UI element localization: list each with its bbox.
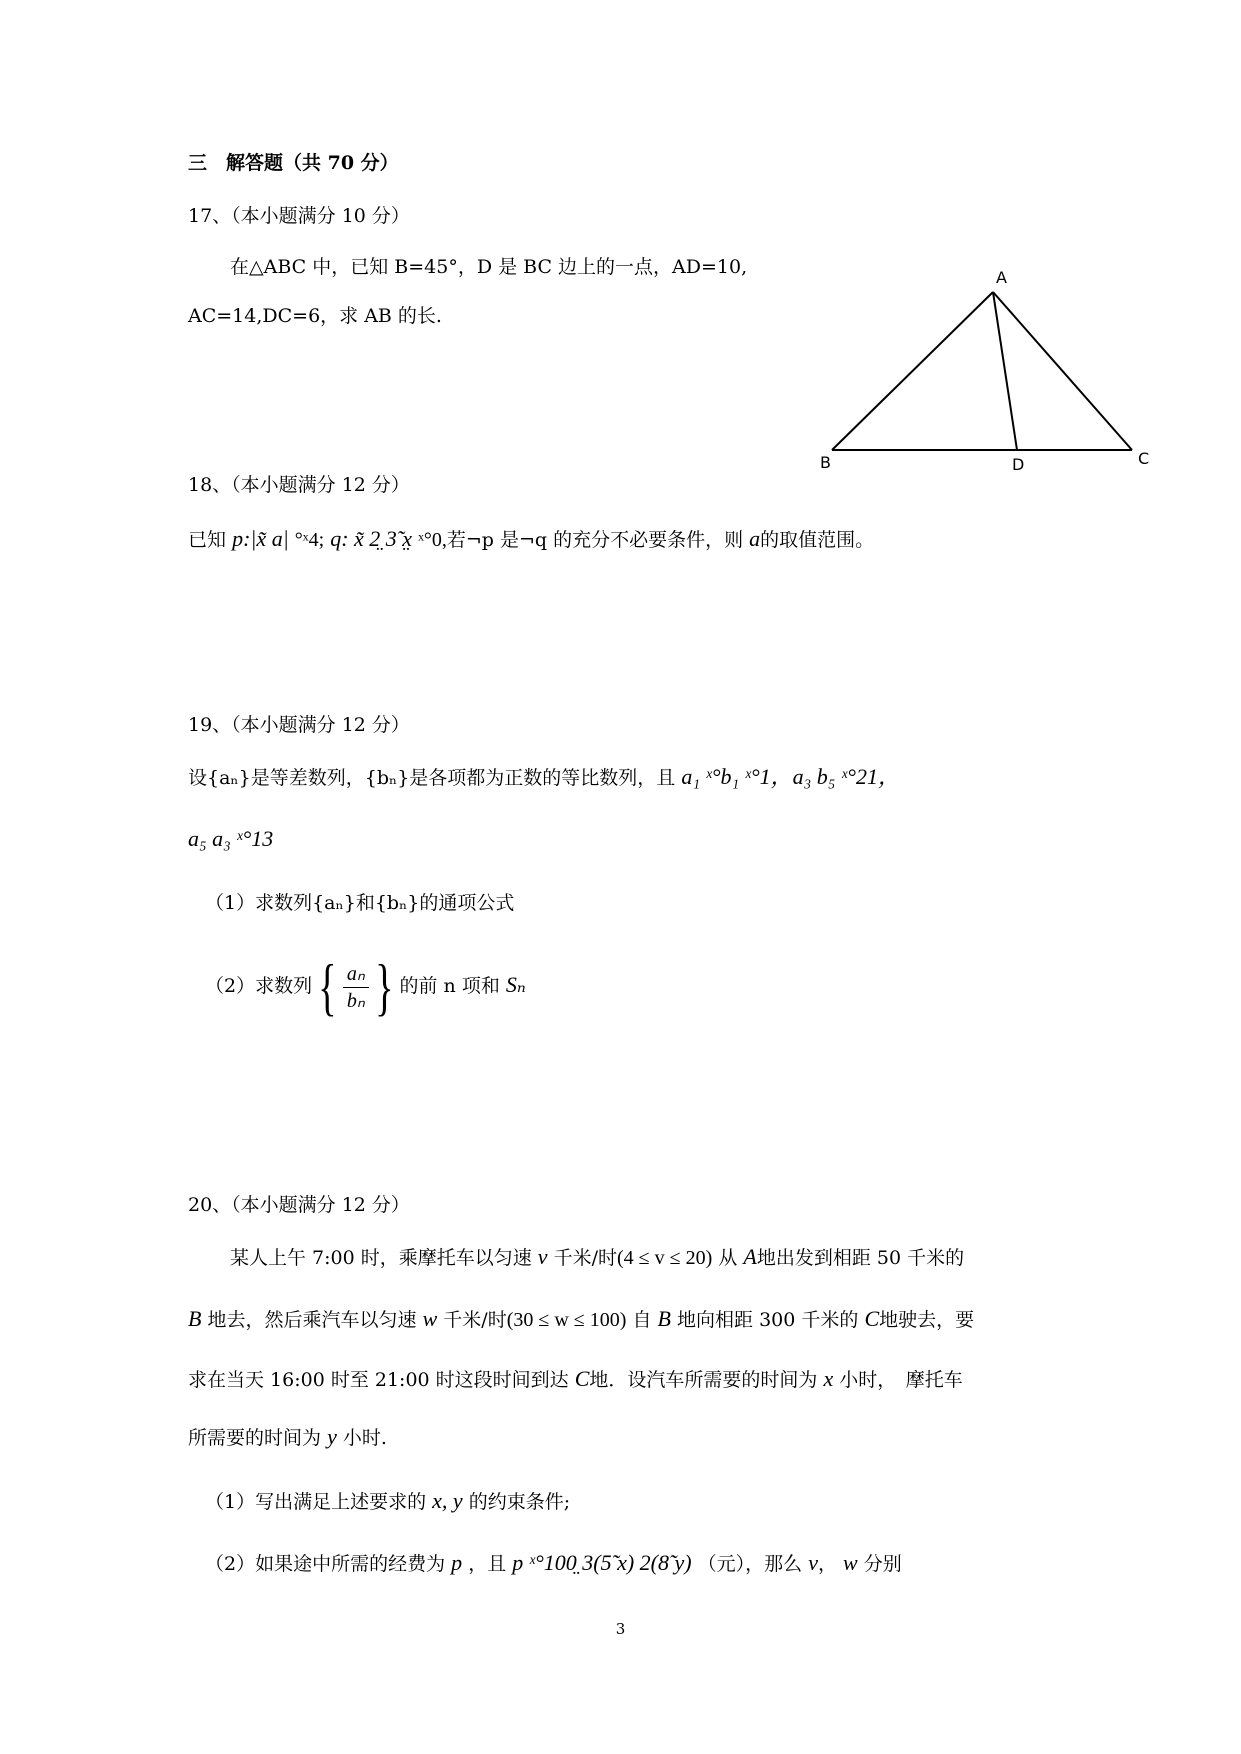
fraction-denominator: bₙ [346,989,365,1012]
q20-sub2-text: （2）如果途中所需的经费为 [205,1553,446,1575]
section-title: 三 解答题（共 70 分） [188,152,399,174]
q20-line3-mid: 地．设汽车所需要的时间为 [589,1369,818,1391]
q18-p-condition: p:|x̃ a| [232,526,289,551]
q20-v-variable-2: v [808,1550,818,1575]
q20-sub1 [205,1488,570,1515]
q19-line2-math: a₅ a₃ ˣ°13 [188,826,274,851]
q18-glyph-2: ˣ°0, [418,529,447,551]
q20-line4-rest: 小时. [342,1427,387,1449]
q20-line2-text: 地去，然后乘汽车以匀速 [207,1309,417,1331]
q20-unit-1: 千米/时 [553,1247,618,1269]
q18-mid-text: 若¬p 是¬q 的充分不必要条件，则 [446,529,744,551]
q19-line1 [188,764,900,791]
q20-line2-mid: 地向相距 300 千米的 [677,1309,859,1331]
q18-glyph-1: °ˣ4; [294,529,325,551]
q19-sub2-suffix: 的前 n 项和 [399,975,500,997]
q18-header: 18、（本小题满分 12 分） [188,474,410,496]
q20-line3-text: 求在当天 16:00 时至 21:00 时这段时间到达 [188,1369,569,1391]
fraction-numerator: aₙ [343,961,369,988]
q19-line1-text: 设{aₙ}是等差数列，{bₙ}是各项都为正数的等比数列，且 [188,767,676,789]
q20-p-variable: p [451,1550,463,1575]
q17-text-line1: 在△ABC 中，已知 B=45°，D 是 BC 边上的一点，AD=10, [230,256,748,278]
side-ab [832,292,993,450]
triangle-figure [820,268,1150,478]
q18-suffix: 的取值范围。 [760,529,875,551]
q18-statement [188,526,874,553]
q20-line2-rest: 地驶去，要 [879,1309,975,1331]
q20-w-variable: w [422,1306,438,1331]
vertex-b-label: B [820,453,831,472]
q20-v-variable: v [537,1244,548,1269]
q20-location-c-2: C [574,1366,590,1391]
q20-sub1-text: （1）写出满足上述要求的 [205,1491,427,1513]
q20-y-variable: y [327,1424,337,1449]
vertex-a-label: A [996,268,1007,287]
q20-line1-text: 某人上午 7:00 时，乘摩托车以匀速 [230,1247,532,1269]
q20-line1-from: 从 [718,1247,738,1269]
q20-line4-text: 所需要的时间为 [188,1427,322,1449]
q18-a-variable: a [749,526,761,551]
q20-line2-from: 自 [632,1309,652,1331]
q20-line1-rest: 地出发到相距 50 千米的 [756,1247,965,1269]
q19-sn: Sₙ [505,972,526,997]
q20-location-b: B [188,1306,202,1331]
q20-sub2-and: ，且 [468,1553,507,1575]
q20-separator: ， [817,1553,837,1575]
q20-unit-2: 千米/时 [443,1309,507,1331]
q19-line2 [188,826,273,853]
q20-line4 [188,1424,387,1451]
q20-w-variable-2: w [843,1550,858,1575]
q20-line1 [230,1244,964,1271]
q19-sub2 [205,950,526,1020]
q20-line3-rest: 小时， 摩托车 [839,1369,963,1391]
q20-header: 20、（本小题满分 12 分） [188,1194,410,1216]
q20-sub1-vars: x, y [432,1488,463,1513]
q20-location-b-2: B [657,1306,671,1331]
point-d-label: D [1012,455,1025,474]
q20-sub2-rest: 分别 [863,1553,902,1575]
q17-text-line2: AC=14,DC=6，求 AB 的长. [188,305,442,327]
q20-sub1-rest: 的约束条件; [468,1491,571,1513]
q20-sub2-unit: （元），那么 [697,1553,803,1575]
vertex-c-label: C [1138,449,1150,468]
right-brace-icon: } [374,951,394,1022]
q19-line1-math: a₁ ˣ°b₁ ˣ°1，a₃ b₅ ˣ°21， [681,764,900,789]
q20-x-variable: x [823,1366,834,1391]
q20-v-range: (4 ≤ v ≤ 20) [617,1247,713,1269]
q20-cost-formula: p ˣ°100̤ 3(5̃ x) 2(8̃ y) [512,1550,692,1575]
q20-line3 [188,1366,963,1393]
q20-line2 [188,1306,974,1333]
q18-q-condition: q: x̃ 2̤ 3̃ x̤ [330,526,413,551]
q19-sub1: （1）求数列{aₙ}和{bₙ}的通项公式 [205,892,515,914]
q17-header: 17、（本小题满分 10 分） [188,205,410,227]
q20-location-a: A [743,1244,757,1269]
q20-w-range: (30 ≤ w ≤ 100) [506,1309,627,1331]
q20-location-c: C [864,1306,880,1331]
q20-sub2 [205,1550,902,1577]
q18-prefix: 已知 [188,529,227,551]
left-brace-icon: { [318,951,337,1022]
page-number: 3 [615,1620,626,1638]
q19-sub2-prefix: （2）求数列 [205,975,313,997]
q19-fraction [343,961,369,1014]
q19-header: 19、（本小题满分 12 分） [188,714,410,736]
